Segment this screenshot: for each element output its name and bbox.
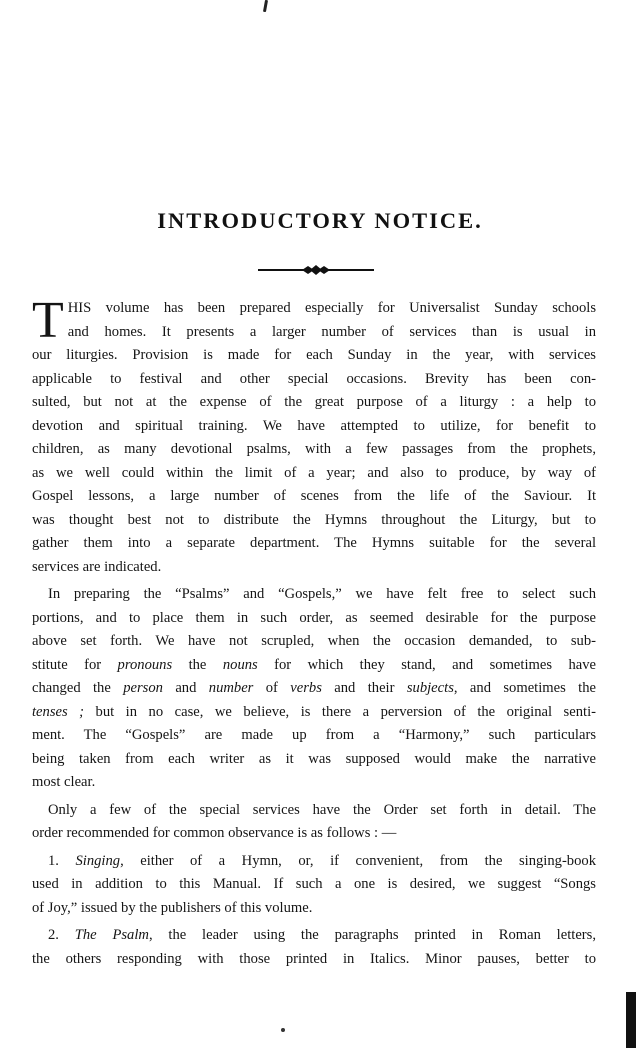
text-line: 2. The Psalm, the leader using the paragraphs printed in Roman letters, (48, 927, 596, 943)
text-line: children, as many devotional psalms, with a few passages from the prophets, (32, 441, 596, 457)
text-line: stitute for pronouns the nouns for which they stand, and sometimes have (32, 656, 596, 673)
text-line: and homes. It presents a larger number of services than is usual in (67, 323, 596, 340)
text-line: above set forth. We have not scrupled, when the occasion demanded, to sub- (32, 633, 596, 649)
italic-word: pronouns (117, 656, 173, 673)
italic-word: number (208, 680, 254, 696)
text-line: being taken from each writer as it was supposed would make the narrative (32, 750, 596, 767)
italic-word: The Psalm (74, 927, 149, 943)
text-line: portions, and to place them in such order, as seemed desirable for the purpose (32, 609, 596, 626)
scan-edge-mark (626, 992, 636, 1048)
text-line: as we well could within the limit of a year; and also to produce, by way of (32, 464, 596, 481)
page-title: INTRODUCTORY NOTICE. (157, 208, 483, 233)
text-line: used in addition to this Manual. If such a one is desired, we suggest “Songs (32, 876, 596, 892)
text-line: HIS volume has been prepared especially for Universalist Sunday schools (67, 300, 596, 316)
text-line: was thought best not to distribute the Hymns throughout the Liturgy, but to (32, 511, 596, 528)
text-line: our liturgies. Provision is made for each Sunday in the year, with services (32, 347, 596, 363)
text-line: Gospel lessons, a large number of scenes from the life of the Saviour. It (32, 488, 596, 504)
ornament-divider-icon (258, 264, 374, 276)
text-line: most clear. (32, 774, 96, 790)
text-line: ment. The “Gospels” are made up from a “Harmony,” such particulars (32, 727, 596, 743)
body-text (32, 292, 596, 975)
text-line: gather them into a separate department. The Hymns suitable for the several (32, 535, 596, 551)
text-line: 1. Singing, either of a Hymn, or, if convenient, from the singing-book (48, 852, 596, 869)
italic-word: subjects (406, 680, 454, 696)
text-line: Only a few of the special services have the Order set forth in detail. The (48, 801, 596, 818)
paragraph-2 (32, 583, 596, 795)
text-line: the others responding with those printed in Italics. Minor pauses, better to (32, 950, 596, 967)
text-line: devotion and spiritual training. We have attempted to utilize, for benefit to (32, 417, 596, 434)
scan-speck (281, 1028, 285, 1032)
text-line: changed the person and number of verbs and their subjects, and sometimes the (32, 680, 596, 696)
text-line: sulted, but not at the expense of the great purpose of a liturgy : a help to (32, 394, 596, 410)
italic-word: person (123, 680, 163, 696)
text-line: applicable to festival and other special occasions. Brevity has been con- (32, 370, 596, 387)
text-line: order recommended for common observance is as follows : — (32, 825, 397, 841)
drop-cap: T (32, 292, 64, 349)
italic-word: tenses ; (32, 703, 85, 720)
italic-word: nouns (222, 656, 258, 673)
italic-word: Singing (75, 852, 121, 869)
paragraph-5 (32, 924, 596, 971)
paragraph-1 (32, 292, 596, 579)
text-line: of Joy,” issued by the publishers of this volume. (32, 899, 313, 916)
text-line: In preparing the “Psalms” and “Gospels,” we have felt free to select such (48, 586, 596, 602)
paragraph-3 (32, 799, 596, 846)
margin-mark (263, 0, 268, 12)
text-line: tenses ; but in no case, we believe, is there a perversion of the original senti- (32, 703, 596, 720)
text-line: services are indicated. (32, 558, 162, 575)
paragraph-4 (32, 850, 596, 921)
italic-word: verbs (290, 680, 322, 696)
